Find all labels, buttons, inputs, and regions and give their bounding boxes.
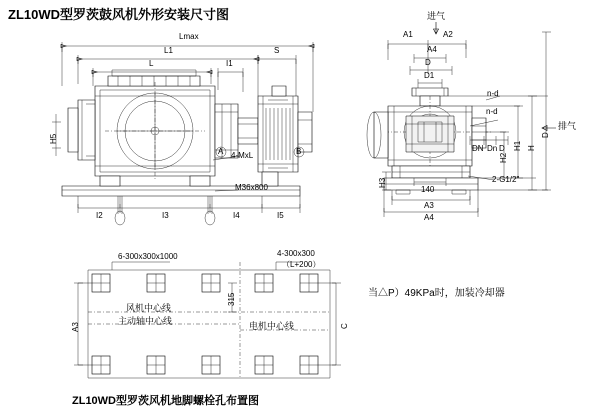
spec-right: 4-300x300 [277,249,315,258]
dim-a3-side: A3 [424,201,434,210]
spec-left: 6-300x300x1000 [118,252,178,261]
dim-dn2: DN [472,144,484,153]
dim-h2: H1 [513,140,522,151]
dim-h4: H3 [378,177,387,188]
dim-lmax: Lmax [179,32,199,41]
bolt-plan-caption: ZL10WD型罗茨风机地脚螺栓孔布置图 [72,395,259,407]
dim-d1: D [425,58,431,67]
cooling-note: 当△P）49KPa时，加装冷却器 [368,288,505,299]
dim-140: 140 [421,185,435,194]
spec-right-2: （L+200） [282,260,321,269]
dim-c-plan: C [340,323,349,329]
dim-d3: D [499,144,505,153]
port-outlet-label: 排气 [558,121,577,131]
dim-a3-plan: A3 [71,322,80,332]
dim-i3: I3 [162,211,169,220]
dim-i2: I2 [96,211,103,220]
dim-h3: H2 [499,152,508,163]
dim-a1: A1 [403,30,413,39]
dim-h5: H5 [49,133,58,144]
marker-a: A [218,147,224,156]
label-n-d-right: n-d [486,107,498,116]
dim-i5: I5 [277,211,284,220]
marker-b: B [296,147,302,156]
dim-i4: I4 [233,211,240,220]
dim-dn: D1 [424,71,435,80]
dim-h: D [541,132,550,138]
dim-d: A4 [427,45,437,54]
front-view-geometry [49,42,314,225]
port-inlet-label: 进气 [427,11,446,21]
drive-center-label: 主动轴中心线 [118,316,173,326]
page-title: ZL10WD型罗茨鼓风机外形安装尺寸图 [8,7,230,22]
dim-l1: L1 [164,46,173,55]
dim-h1: H [527,145,536,151]
callout-bolt-holes: 4-MxL [231,151,254,160]
motor-center-label: 电机中心线 [249,321,295,331]
dim-a4-side: A4 [424,213,434,222]
bolt-plan-geometry [71,262,341,378]
dim-d2: Dn [487,144,498,153]
label-n-d-top: n-d [487,89,499,98]
dim-i1: I1 [226,59,233,68]
dim-a2: A2 [443,30,453,39]
dim-s: S [274,46,280,55]
dim-l: L [149,59,154,68]
side-view-geometry [367,22,556,217]
callout-belt: M36x800 [235,183,268,192]
label-thread: 2-G1/2" [492,175,520,184]
fan-center-label: 风机中心线 [126,303,172,313]
dim-315-plan: 315 [227,292,236,306]
